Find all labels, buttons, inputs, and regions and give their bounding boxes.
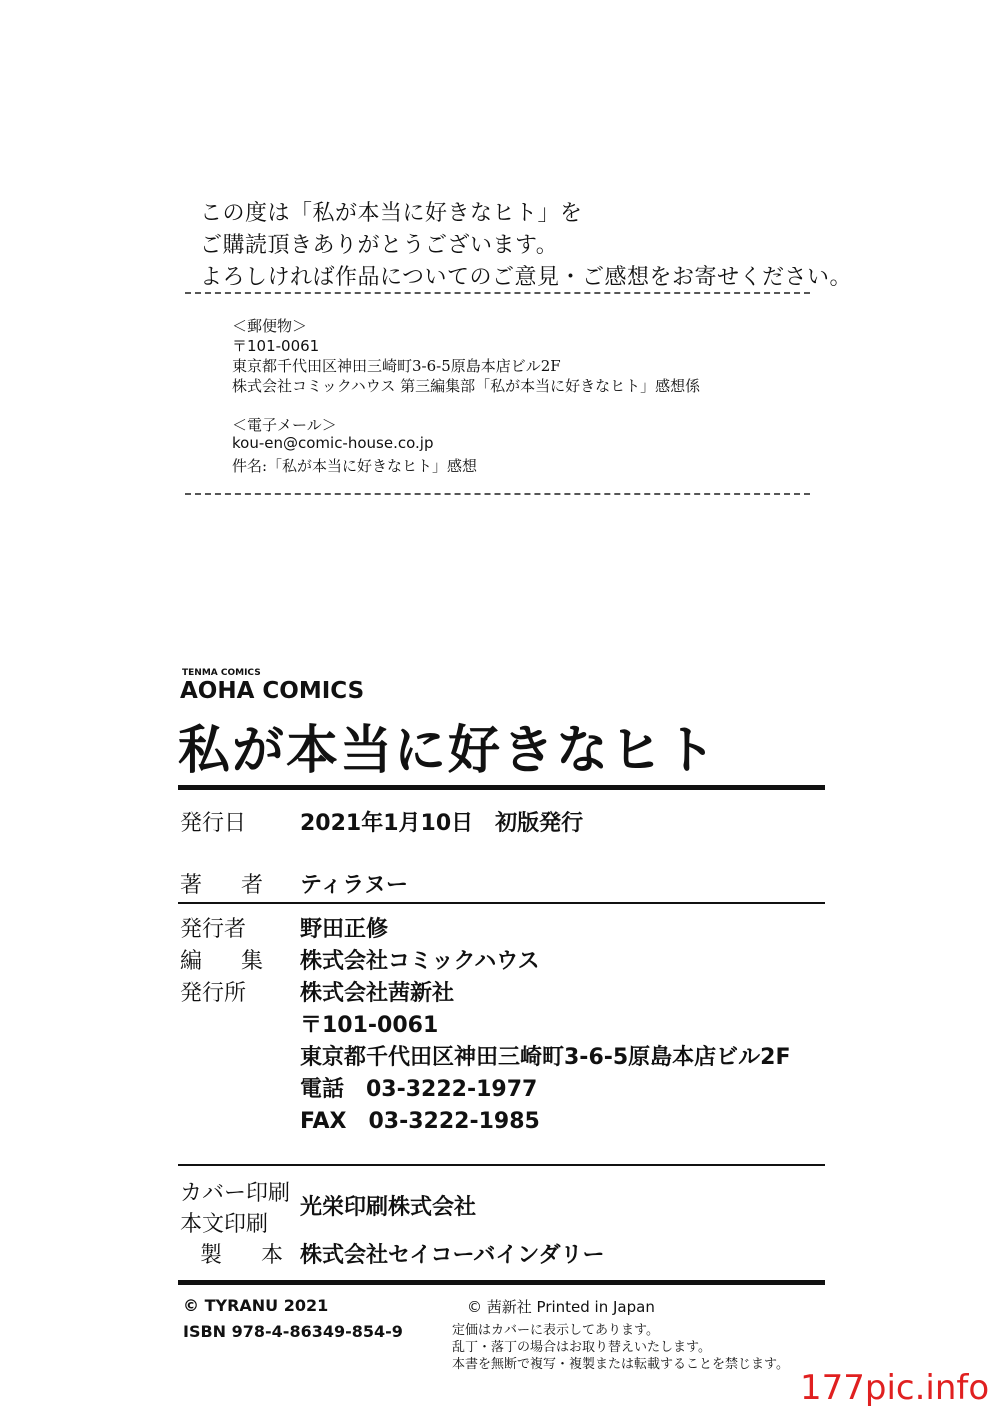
binding-value: 株式会社セイコーバインダリー [300, 1243, 605, 1268]
imprint-label: TENMA COMICS [182, 668, 261, 678]
editor-value: 株式会社コミックハウス [300, 949, 540, 974]
cover-print-label: カバー印刷 [180, 1181, 291, 1206]
office-zip: 〒101-0061 [300, 1013, 439, 1038]
note-copy: 本書を無断で複写・複製または転載することを禁じます。 [452, 1357, 789, 1372]
footer-rule [178, 1280, 825, 1285]
isbn: ISBN 978-4-86349-854-9 [183, 1322, 403, 1341]
dashed-divider-top [185, 292, 810, 294]
date-value: 2021年1月10日 初版発行 [300, 811, 584, 836]
copyright: © TYRANU 2021 [183, 1296, 329, 1315]
date-label: 発行日 [180, 811, 247, 836]
publisher-value: 野田正修 [300, 917, 389, 942]
message-line-1: この度は「私が本当に好きなヒト」を [200, 201, 583, 226]
publisher-label: 発行者 [180, 917, 247, 942]
body-print-label: 本文印刷 [180, 1212, 269, 1237]
watermark-text: 177pic.info [800, 1368, 990, 1408]
series-label: AOHA COMICS [180, 678, 365, 704]
editor-label: 編 集 [180, 949, 279, 974]
dashed-divider-bottom [185, 493, 810, 495]
author-value: ティラヌー [300, 873, 409, 898]
author-label: 著 者 [180, 873, 279, 898]
message-line-3: よろしければ作品についてのご意見・ご感想をお寄せください。 [200, 265, 853, 290]
office-address: 東京都千代田区神田三崎町3-6-5原島本店ビル2F [300, 1045, 791, 1070]
postal-address: 東京都千代田区神田三崎町3-6-5原島本店ビル2F [232, 357, 561, 375]
print-value: 光栄印刷株式会社 [300, 1195, 477, 1220]
office-label: 発行所 [180, 981, 247, 1006]
title-rule [178, 785, 825, 790]
colophon-rule-1 [178, 902, 825, 904]
postal-heading: ＜郵便物＞ [232, 317, 308, 335]
email-subject: 件名:「私が本当に好きなヒト」感想 [232, 457, 478, 475]
email-heading: ＜電子メール＞ [232, 416, 337, 434]
note-replacement: 乱丁・落丁の場合はお取り替えいたします。 [452, 1340, 711, 1355]
colophon-rule-2 [178, 1164, 825, 1166]
note-price: 定価はカバーに表示してあります。 [452, 1323, 659, 1338]
office-fax: FAX 03-3222-1985 [300, 1109, 540, 1134]
email-address: kou-en@comic-house.co.jp [232, 434, 434, 452]
office-value: 株式会社茜新社 [300, 981, 455, 1006]
printed-in-japan: © 茜新社 Printed in Japan [467, 1298, 655, 1316]
message-line-2: ご購読頂きありがとうございます。 [200, 233, 559, 258]
postal-zip: 〒101-0061 [232, 337, 320, 355]
office-phone: 電話 03-3222-1977 [300, 1077, 538, 1102]
book-title: 私が本当に好きなヒト [178, 720, 719, 781]
postal-recipient: 株式会社コミックハウス 第三編集部「私が本当に好きなヒト」感想係 [232, 377, 701, 395]
binding-label: 製 本 [200, 1243, 299, 1268]
